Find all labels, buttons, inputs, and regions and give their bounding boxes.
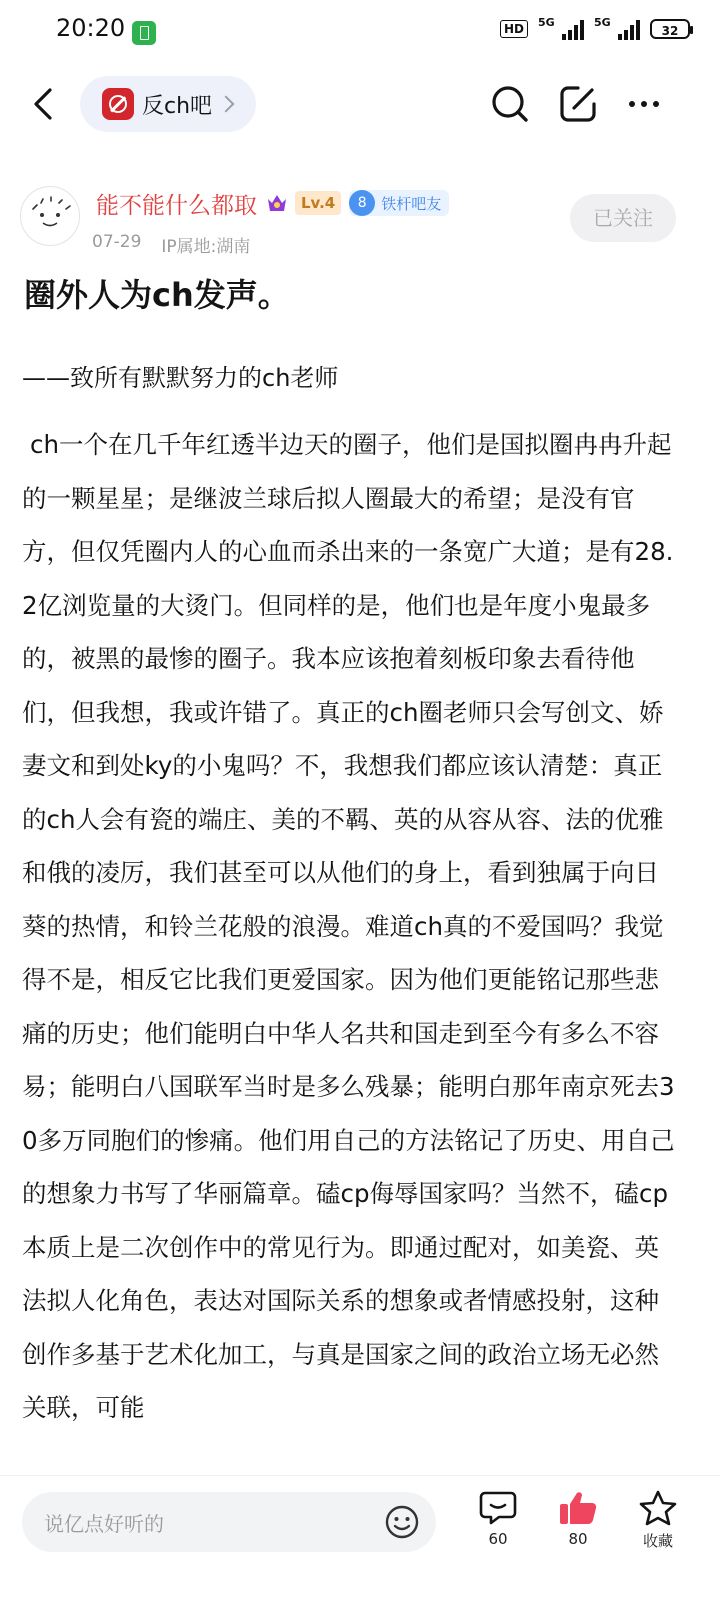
- status-time: 20:20: [56, 14, 126, 42]
- more-icon[interactable]: [624, 82, 668, 126]
- post-meta: [92, 232, 250, 257]
- avatar-doodle-icon: [21, 187, 79, 245]
- comment-action[interactable]: [468, 1490, 528, 1548]
- bottom-bar: [0, 1476, 720, 1612]
- forum-pill[interactable]: [80, 76, 256, 132]
- signal-icon-2: [594, 18, 640, 40]
- fan-badge: [349, 190, 449, 216]
- comment-count: 60: [488, 1530, 508, 1548]
- comment-input[interactable]: [22, 1492, 436, 1552]
- status-right: [500, 18, 690, 40]
- hd-icon: HD: [500, 20, 528, 38]
- author-name[interactable]: 能不能什么都取: [96, 192, 257, 219]
- star-icon: [639, 1490, 677, 1526]
- post-title: 圈外人为ch发声。: [24, 276, 290, 314]
- status-bar: [0, 0, 720, 64]
- collect-label: 收藏: [642, 1532, 673, 1550]
- emoji-icon[interactable]: [384, 1504, 420, 1540]
- collect-action[interactable]: [628, 1490, 688, 1551]
- post-body: ch一个在几千年红透半边天的圈子，他们是国拟圈冉冉升起的一颗星星；是继波兰球后拟人圈最大的希望；是没有官方，但仅凭圈内人的心血而杀出来的一条宽广大道；是有28.2亿浏览量的大烫门。但同样的是，他们也是年度小鬼最多的，被黑的最惨的圈子。我本应该抱着刻板印象去看待他们，但我想，我或许错了。真正的ch圈老师只会写创文、娇妻文和到处ky的小鬼吗？不，我想我们都应该认清楚：真正的ch人会有瓷的端庄、美的不羁、英的从容从容、法的优雅和俄的凌厉，我们甚至可以从他们的身上，看到独属于向日葵的热情，和铃兰花般的浪漫。难道ch真的不爱国吗？我觉得不是，相反它比我们更爱国家。因为他们更能铭记那些悲痛的历史；他们能明白中华人名共和国走到至今有多么不容易；能明白八国联军当时是多么残暴；能明白那年南京死去30多万同胞们的惨痛。他们用自己的方法铭记了历史、用自己的想象力书写了华丽篇章。磕cp侮辱国家吗？当然不，磕cp本质上是二次创作中的常见行为。即通过配对，如美瓷、英法拟人化角色，表达对国际关系的想象或者情感投射，这种创作多基于艺术化加工，与真是国家之间的政治立场无必然关联，可能: [22, 430, 675, 1422]
- battery-icon: 32: [650, 19, 690, 39]
- level-badge: Lv.4: [295, 191, 341, 215]
- forum-logo-icon: [102, 88, 134, 120]
- chevron-right-icon: [218, 96, 235, 113]
- crown-icon: [265, 191, 289, 215]
- signal-label-2: 5G: [594, 16, 611, 29]
- like-count: 80: [568, 1530, 588, 1548]
- forum-name: 反ch吧: [142, 93, 213, 119]
- like-action[interactable]: [548, 1490, 608, 1548]
- top-nav: [0, 74, 720, 134]
- back-arrow-icon[interactable]: [26, 84, 66, 124]
- post-subtitle: ——致所有默默努力的ch老师: [22, 364, 339, 392]
- follow-button[interactable]: 已关注: [570, 194, 676, 242]
- comment-bubble-icon: [479, 1490, 517, 1526]
- signal-icon-1: [538, 18, 584, 40]
- author-line: [96, 186, 449, 220]
- fan-badge-number: 8: [349, 190, 375, 216]
- comment-placeholder: 说亿点好听的: [44, 1512, 164, 1536]
- signal-label-1: 5G: [538, 16, 555, 29]
- ip-location: IP属地:湖南: [161, 237, 251, 257]
- thumbs-up-icon: [558, 1490, 598, 1526]
- edit-icon[interactable]: [556, 82, 600, 126]
- search-icon[interactable]: [488, 82, 532, 126]
- post-date: 07-29: [92, 232, 142, 252]
- fan-badge-label: 铁杆吧友: [381, 194, 442, 213]
- avatar[interactable]: [20, 186, 80, 246]
- charging-indicator-icon: [132, 21, 156, 45]
